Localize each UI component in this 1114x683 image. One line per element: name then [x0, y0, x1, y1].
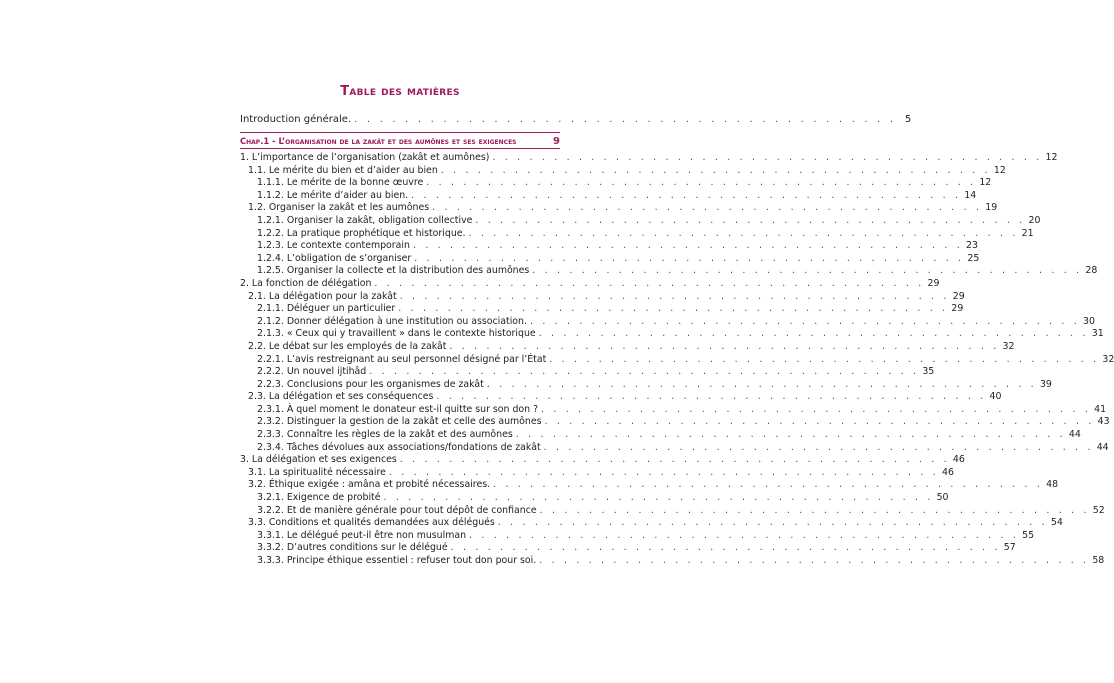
toc-entry-label: 1.2.2. La pratique prophétique et historique.: [257, 227, 466, 239]
toc-entry-page: 30: [1083, 315, 1095, 327]
toc-leader-dots: . . . . . . . . . . . . . . . . . . . . . . . . . . . . . . . . . . . . . . . . . . . . .: [539, 504, 1090, 516]
toc-entry-label: 2.3.3. Connaître les règles de la zakât et des aumônes: [257, 429, 513, 441]
toc-entry: [240, 403, 1107, 417]
toc-entry-page: 5: [904, 114, 912, 125]
toc-entry-label: 2.3.4. Tâches dévolues aux associations/fondations de zakât: [257, 441, 541, 453]
toc-entry: [240, 252, 980, 266]
toc-entry: [240, 152, 1058, 165]
toc-entry-label: 2.1.1. Déléguer un particulier: [257, 303, 396, 315]
toc-entry: [240, 202, 998, 215]
toc-title: Table des matières: [340, 84, 460, 99]
toc-leader-dots: . . . . . . . . . . . . . . . . . . . . . . . . . . . . . . . . . . . . . . . . . . . . .: [399, 454, 950, 466]
toc-entry-label: Introduction générale.: [240, 114, 352, 125]
toc-leader-dots: . . . . . . . . . . . . . . . . . . . . . . . . . . . . . . . . . . . . . . . . . . . . .: [469, 529, 1020, 541]
toc-leader-dots: . . . . . . . . . . . . . . . . . . . . . . . . . . . . . . . . . . . . . . . . . . . . .: [449, 340, 1000, 352]
toc-leader-dots: . . . . . . . . . . . . . . . . . . . . . . . . . . . . . . . . . . . . . . . . . . . . .: [541, 403, 1092, 415]
chapter-page: 9: [553, 136, 560, 147]
toc-entry-label: 2.3. La délégation et ses conséquences: [248, 391, 434, 403]
toc-entry-page: 14: [964, 189, 977, 201]
toc-entry-label: 1.2.3. Le contexte contemporain: [257, 240, 410, 252]
toc-entry-page: 23: [966, 240, 978, 252]
toc-entry-page: 31: [1091, 328, 1104, 340]
toc-entry-page: 54: [1050, 517, 1063, 529]
toc-entry: [240, 391, 1002, 404]
toc-entry: [240, 353, 1114, 367]
toc-leader-dots: . . . . . . . . . . . . . . . . . . . . . . . . . . . . . . . . . . . . . . . . . . . . .: [388, 466, 939, 478]
toc-entry: [240, 315, 1095, 329]
toc-entry-label: 2.2.1. L’avis restreignant au seul personnel désigné par l’État: [257, 353, 547, 365]
toc-leader-dots: . . . . . . . . . . . . . . . . . . . . . . . . . . . . . . . . . . . . . . . . . . . . .: [426, 177, 977, 189]
toc-entry-page: 25: [967, 252, 980, 264]
toc-leader-dots: . . . . . . . . . . . . . . . . . . . . . . . . . . . . . . . . . . . . . . . . . . . . .: [492, 152, 1043, 163]
toc-entry-page: 32: [1102, 353, 1114, 365]
toc-entry-page: 50: [936, 492, 949, 504]
toc-entry-page: 28: [1085, 265, 1098, 277]
toc-entry-page: 21: [1021, 227, 1034, 239]
toc-entry: [240, 542, 1016, 555]
toc-entry-label: 3.3.2. D’autres conditions sur le délégué: [257, 542, 448, 554]
toc-entry: [240, 466, 954, 480]
toc-entry-page: 12: [993, 164, 1006, 176]
toc-entry-page: 35: [922, 366, 935, 378]
toc-chapter-heading: [240, 132, 560, 149]
toc-entry-page: 44: [1068, 429, 1081, 441]
toc-entry: [240, 429, 1081, 442]
toc-leader-dots: . . . . . . . . . . . . . . . . . . . . . . . . . . . . . . . . . . . . . . . . . . . . .: [436, 391, 987, 403]
toc-entry-label: 1.1.1. Le mérite de la bonne œuvre: [257, 177, 424, 189]
toc-entry-label: 2.1. La délégation pour la zakât: [248, 290, 397, 302]
toc-entry-label: 2.1.2. Donner délégation à une institution ou association.: [257, 315, 527, 327]
toc-leader-dots: . . . . . . . . . . . . . . . . . . . . . . . . . . . . . . . . . . . . . . . . . . . . .: [486, 378, 1037, 390]
toc-entry-label: 2.2.2. Un nouvel ijtihâd: [257, 366, 367, 378]
toc-entry-label: 1.1.2. Le mérite d’aider au bien.: [257, 189, 409, 201]
toc-leader-dots: . . . . . . . . . . . . . . . . . . . . . . . . . . . . . . . . . . . . . . . . . . . . .: [532, 265, 1083, 277]
chapter-label: Chap.1 - L’organisation de la zakât et des aumônes et ses exigences: [240, 136, 517, 146]
toc-entry-label: 1.2. Organiser la zakât et les aumônes: [248, 202, 430, 214]
toc-intro-entry: [240, 113, 912, 127]
toc-leader-dots: . . . . . . . . . . . . . . . . . . . . . . . . . . . . . . . . . . . . . . . . . . . . .: [543, 441, 1094, 453]
toc-entry: [240, 555, 1105, 568]
toc-leader-dots: . . . . . . . . . . . . . . . . . . . . . . . . . . . . . . . . . . . . . . . . . . . . .: [539, 555, 1090, 566]
toc-leader-dots: . . . . . . . . . . . . . . . . . . . . . . . . . . . . . . . . . . . . . . . . . . . . .: [475, 214, 1026, 226]
toc-entry-page: 46: [952, 454, 965, 466]
toc-entry: [240, 378, 1052, 392]
toc-entry-page: 12: [979, 177, 992, 189]
toc-entry-label: 1.2.1. Organiser la zakât, obligation collective: [257, 214, 473, 226]
toc-leader-dots: . . . . . . . . . . . . . . . . . . . . . . . . . . . . . . . . . . . . . . . . . . . . .: [538, 328, 1089, 340]
toc-entry-label: 3.3.1. Le délégué peut-il être non musulman: [257, 529, 467, 541]
toc-entry-page: 29: [927, 277, 940, 289]
toc-entry: [240, 265, 1098, 278]
toc-entry-page: 29: [952, 290, 965, 302]
toc-leader-dots: . . . . . . . . . . . . . . . . . . . . . . . . . . . . . . . . . . . . . . . . . . . . .: [411, 189, 962, 201]
toc-entry: [240, 340, 1015, 354]
toc-entry: [240, 214, 1041, 228]
toc-leader-dots: . . . . . . . . . . . . . . . . . . . . . . . . . . . . . . . . . . . . . . . . . . .: [354, 114, 897, 125]
toc-entry-label: 2.2. Le débat sur les employés de la zakât: [248, 340, 447, 352]
toc-leader-dots: . . . . . . . . . . . . . . . . . . . . . . . . . . . . . . . . . . . . . . . . . . . . .: [374, 277, 925, 289]
toc-leader-dots: . . . . . . . . . . . . . . . . . . . . . . . . . . . . . . . . . . . . . . . . . . . . .: [549, 353, 1100, 365]
toc-entry: [240, 277, 940, 291]
toc-entry-page: 12: [1045, 152, 1058, 163]
toc-entry-label: 1.2.5. Organiser la collecte et la distribution des aumônes: [257, 265, 530, 277]
toc-leader-dots: . . . . . . . . . . . . . . . . . . . . . . . . . . . . . . . . . . . . . . . . . . . . .: [432, 202, 983, 214]
toc-leader-dots: . . . . . . . . . . . . . . . . . . . . . . . . . . . . . . . . . . . . . . . . . . . . .: [468, 227, 1019, 239]
toc-entry-page: 19: [985, 202, 998, 214]
toc-entry-page: 44: [1096, 441, 1109, 453]
toc-entry-page: 29: [951, 303, 964, 315]
toc-entry: [240, 177, 992, 190]
toc-entries-list: [240, 152, 1114, 568]
toc-leader-dots: . . . . . . . . . . . . . . . . . . . . . . . . . . . . . . . . . . . . . . . . . . . . .: [497, 517, 1048, 529]
toc-leader-dots: . . . . . . . . . . . . . . . . . . . . . . . . . . . . . . . . . . . . . . . . . . . . .: [544, 416, 1095, 428]
toc-entry: [240, 189, 977, 203]
toc-entry-label: 3.3.3. Principe éthique essentiel : refuser tout don pour soi.: [257, 555, 537, 566]
toc-entry-page: 46: [941, 466, 954, 478]
toc-leader-dots: . . . . . . . . . . . . . . . . . . . . . . . . . . . . . . . . . . . . . . . . . . . . .: [515, 429, 1066, 441]
toc-entry-page: 52: [1092, 504, 1105, 516]
toc-entry: [240, 164, 1006, 178]
toc-leader-dots: . . . . . . . . . . . . . . . . . . . . . . . . . . . . . . . . . . . . . . . . . . . . .: [440, 164, 991, 176]
toc-entry-page: 40: [989, 391, 1002, 403]
toc-entry-label: 1.2.4. L’obligation de s’organiser: [257, 252, 412, 264]
toc-leader-dots: . . . . . . . . . . . . . . . . . . . . . . . . . . . . . . . . . . . . . . . . . . . . .: [414, 252, 965, 264]
toc-entry-page: 20: [1028, 214, 1041, 226]
toc-entry-label: 1. L’importance de l’organisation (zakât et aumônes): [240, 152, 490, 163]
toc-leader-dots: . . . . . . . . . . . . . . . . . . . . . . . . . . . . . . . . . . . . . . . . . . . . .: [493, 479, 1044, 491]
toc-entry-label: 2.3.1. À quel moment le donateur est-il quitte sur son don ?: [257, 403, 539, 415]
toc-entry-page: 43: [1097, 416, 1110, 428]
toc-entry-label: 3.2. Éthique exigée : amâna et probité nécessaires.: [248, 479, 491, 491]
toc-leader-dots: . . . . . . . . . . . . . . . . . . . . . . . . . . . . . . . . . . . . . . . . . . . . .: [412, 240, 963, 252]
toc-entry-label: 1.1. Le mérite du bien et d’aider au bien: [248, 164, 438, 176]
toc-entry-page: 55: [1022, 529, 1035, 541]
toc-entry: [240, 328, 1104, 341]
toc-entry: [240, 529, 1035, 543]
toc-entry-page: 41: [1094, 403, 1107, 415]
toc-leader-dots: . . . . . . . . . . . . . . . . . . . . . . . . . . . . . . . . . . . . . . . . . . . . .: [399, 290, 950, 302]
toc-entry: [240, 517, 1063, 530]
toc-entry-page: 57: [1003, 542, 1016, 554]
toc-entry-label: 2. La fonction de délégation: [240, 277, 372, 289]
toc-leader-dots: . . . . . . . . . . . . . . . . . . . . . . . . . . . . . . . . . . . . . . . . . . . . .: [450, 542, 1001, 554]
toc-entry-label: 3.2.2. Et de manière générale pour tout dépôt de confiance: [257, 504, 537, 516]
toc-entry: [240, 416, 1110, 429]
toc-entry: [240, 366, 935, 379]
toc-entry-label: 2.3.2. Distinguer la gestion de la zakât et celle des aumônes: [257, 416, 542, 428]
toc-entry: [240, 504, 1105, 518]
toc-leader-dots: . . . . . . . . . . . . . . . . . . . . . . . . . . . . . . . . . . . . . . . . . . . . .: [398, 303, 949, 315]
toc-entry: [240, 240, 978, 253]
toc-leader-dots: . . . . . . . . . . . . . . . . . . . . . . . . . . . . . . . . . . . . . . . . . . . . .: [369, 366, 920, 378]
toc-entry: [240, 454, 965, 467]
toc-entry: [240, 290, 965, 304]
toc-entry-label: 2.2.3. Conclusions pour les organismes de zakât: [257, 378, 484, 390]
toc-entry: [240, 479, 1059, 492]
toc-entry-page: 32: [1002, 340, 1015, 352]
toc-entry-page: 48: [1046, 479, 1059, 491]
toc-entry-page: 58: [1092, 555, 1105, 566]
toc-leader-dots: . . . . . . . . . . . . . . . . . . . . . . . . . . . . . . . . . . . . . . . . . . . . .: [529, 315, 1080, 327]
toc-leader-dots: . . . . . . . . . . . . . . . . . . . . . . . . . . . . . . . . . . . . . . . . . . . . .: [383, 492, 934, 504]
toc-entry-label: 3.2.1. Exigence de probité: [257, 492, 381, 504]
toc-entry: [240, 492, 949, 505]
toc-entry-label: 3.3. Conditions et qualités demandées aux délégués: [248, 517, 495, 529]
toc-entry: [240, 227, 1034, 241]
toc-page: [240, 84, 1114, 568]
toc-entry: [240, 303, 964, 316]
toc-entry: [240, 441, 1109, 455]
toc-entry-label: 3.1. La spiritualité nécessaire: [248, 466, 386, 478]
toc-entry-page: 39: [1039, 378, 1052, 390]
toc-entry-label: 2.1.3. « Ceux qui y travaillent » dans le contexte historique: [257, 328, 536, 340]
toc-entry-label: 3. La délégation et ses exigences: [240, 454, 397, 466]
